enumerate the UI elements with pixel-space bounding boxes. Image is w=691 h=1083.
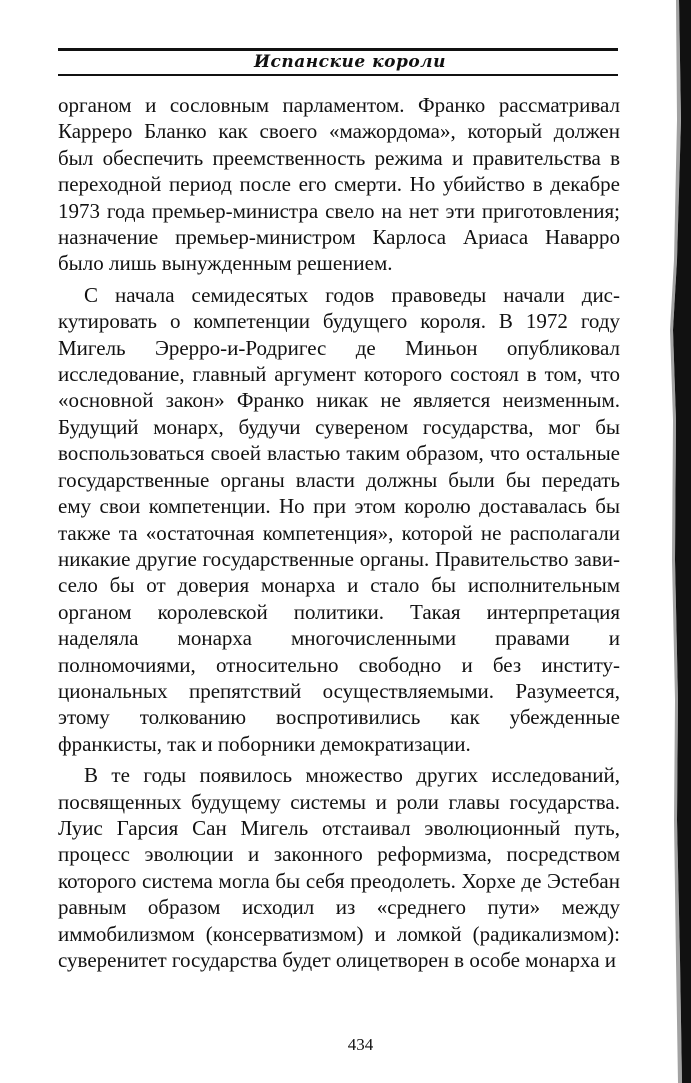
header-rule-bottom: [58, 74, 618, 76]
paragraph-2: С начала семидесятых годов правоведы начали дискутировать о компетенции будущего короля. В 1972 году Мигель Эрерро-и-Родригес де Миньон опубликовал исследование, главный аргумент которого состоял в том, что «основной закон» Франко никак не является неизменным. Будущий монарх, будучи сувереном государства, мог бы воспользоваться своей властью таким образом, что остальные государственные органы власти должны были бы передать ему свои компетенции. Но при этом королю доставалась бы также та «остаточная компетенция», которой не располагали никакие другие государственные органы. Правительство зависело бы от доверия монарха и стало бы исполнительным органом королевской политики. Такая интерпретация наделяла монарха многочисленными правами и полномочиями, относительно свободно и без институциональных препятствий осуществляемыми. Разумеется, этому толкованию воспротивились как убежденные франкисты, так и поборники демократизации.: [58, 282, 620, 756]
page-number: 434: [347, 1035, 374, 1054]
page-edge-shadow: [665, 0, 691, 1083]
paragraph-3: В те годы появилось множество других исследований, посвященных будущему системы и роли главы государства. Луис Гарсия Сан Мигель отстаивал эволюционный путь, процесс эволюции и законного реформизма, посредством которого система могла бы себя преодолеть. Хорхе де Эстебан равным образом исходил из «среднего пути» между иммобилизмом (консерватизмом) и ломкой (радикализмом): суверенитет государства будет олицетворен в особе монарха и: [58, 763, 620, 972]
paragraph-1: органом и сословным парламентом. Франко рассматривал Карреро Бланко как своего «мажордома», который должен был обеспечить преемственность режима и правительства в переходной период после его смерти. Но убийство в декабре 1973 года премьер-министра свело на нет эти приготовления; назначение премьер-министром Карлоса Ариаса Наварро было лишь вынужденным решением.: [58, 93, 620, 276]
running-title: Испанские короли: [253, 52, 446, 72]
body-text: [58, 92, 620, 973]
running-header: [58, 48, 618, 78]
